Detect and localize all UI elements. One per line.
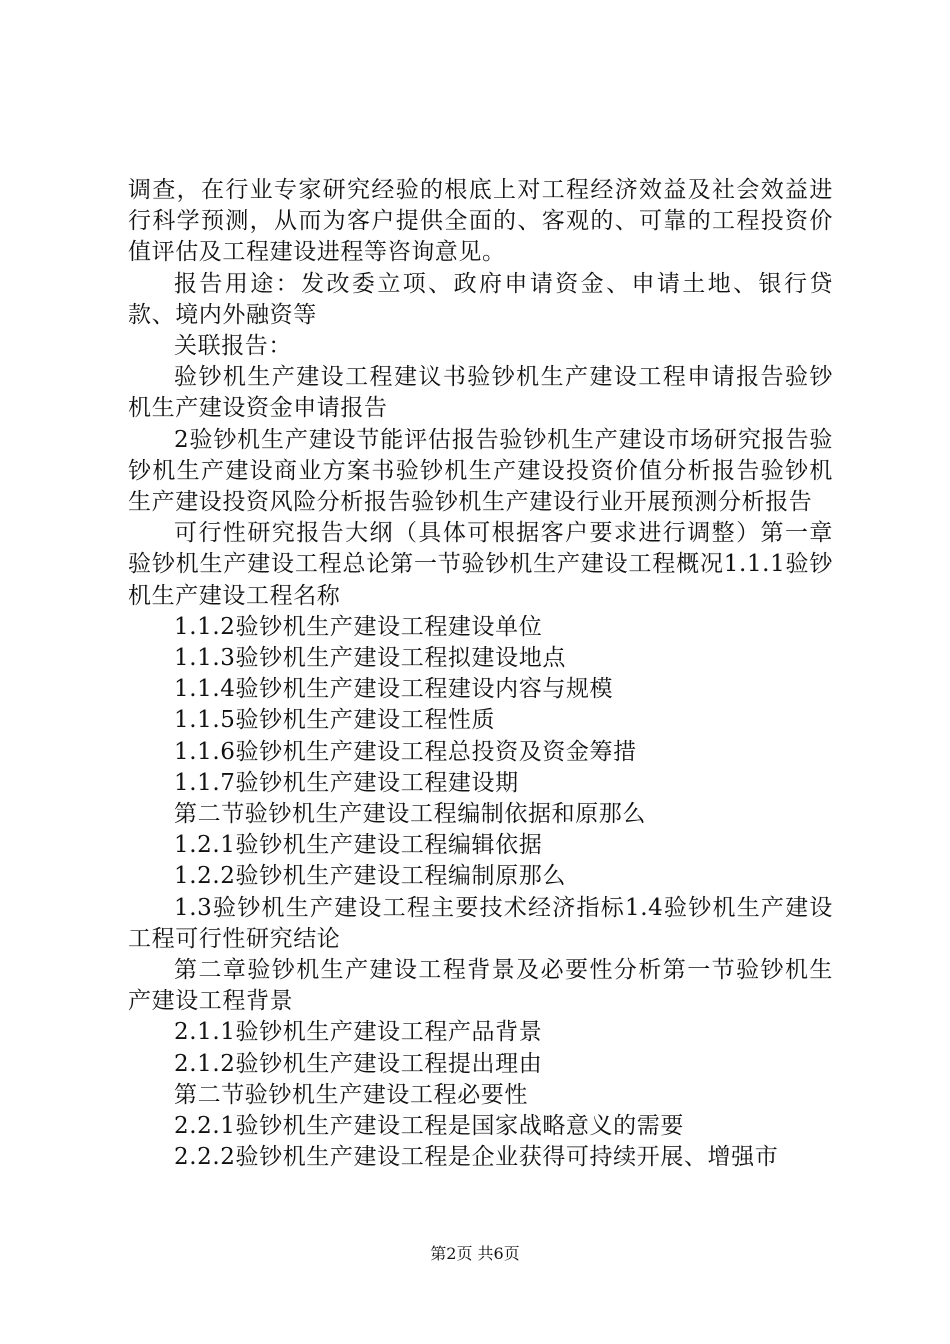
toc-section-heading: 第二节验钞机生产建设工程编制依据和原那么 <box>174 801 646 828</box>
toc-section-heading: 第二节验钞机生产建设工程必要性 <box>174 1081 528 1108</box>
toc-item: 1.3验钞机生产建设工程主要技术经济指标1.4验钞机生产建设工程可行性研究结论 <box>128 894 833 952</box>
toc-item: 2.2.1验钞机生产建设工程是国家战略意义的需要 <box>174 1113 684 1140</box>
page-footer <box>0 1244 950 1264</box>
paragraph: 关联报告： <box>174 333 292 360</box>
toc-item: 1.2.1验钞机生产建设工程编辑依据 <box>174 832 543 859</box>
toc-item: 1.1.4验钞机生产建设工程建设内容与规模 <box>174 676 614 703</box>
toc-item: 1.1.7验钞机生产建设工程建设期 <box>174 769 519 796</box>
toc-item: 1.1.6验钞机生产建设工程总投资及资金筹措 <box>174 738 637 765</box>
toc-item: 1.2.2验钞机生产建设工程编制原那么 <box>174 863 566 890</box>
page-number: 第2页 共6页 <box>430 1244 520 1263</box>
toc-chapter-heading: 第二章验钞机生产建设工程背景及必要性分析第一节验钞机生产建设工程背景 <box>128 957 833 1015</box>
paragraph: 2验钞机生产建设节能评估报告验钞机生产建设市场研究报告验钞机生产建设商业方案书验钞机生产建设投资价值分析报告验钞机生产建设投资风险分析报告验钞机生产建设行业开展预测分析报告 <box>128 426 833 516</box>
toc-item: 1.1.2验钞机生产建设工程建设单位 <box>174 613 543 640</box>
paragraph: 可行性研究报告大纲（具体可根据客户要求进行调整）第一章验钞机生产建设工程总论第一节验钞机生产建设工程概况1.1.1验钞机生产建设工程名称 <box>128 520 833 609</box>
paragraph: 调查，在行业专家研究经验的根底上对工程经济效益及社会效益进行科学预测，从而为客户提供全面的、客观的、可靠的工程投资价值评估及工程建设进程等咨询意见。 <box>128 177 833 266</box>
paragraph: 报告用途：发改委立项、政府申请资金、申请土地、银行贷款、境内外融资等 <box>128 270 833 328</box>
document-body <box>128 175 833 1174</box>
paragraph: 验钞机生产建设工程建议书验钞机生产建设工程申请报告验钞机生产建设资金申请报告 <box>128 364 833 422</box>
toc-item: 2.1.1验钞机生产建设工程产品背景 <box>174 1019 543 1046</box>
toc-item: 2.2.2验钞机生产建设工程是企业获得可持续开展、增强市 <box>174 1144 779 1171</box>
toc-item: 1.1.5验钞机生产建设工程性质 <box>174 707 496 734</box>
toc-item: 2.1.2验钞机生产建设工程提出理由 <box>174 1050 543 1077</box>
toc-item: 1.1.3验钞机生产建设工程拟建设地点 <box>174 645 566 672</box>
